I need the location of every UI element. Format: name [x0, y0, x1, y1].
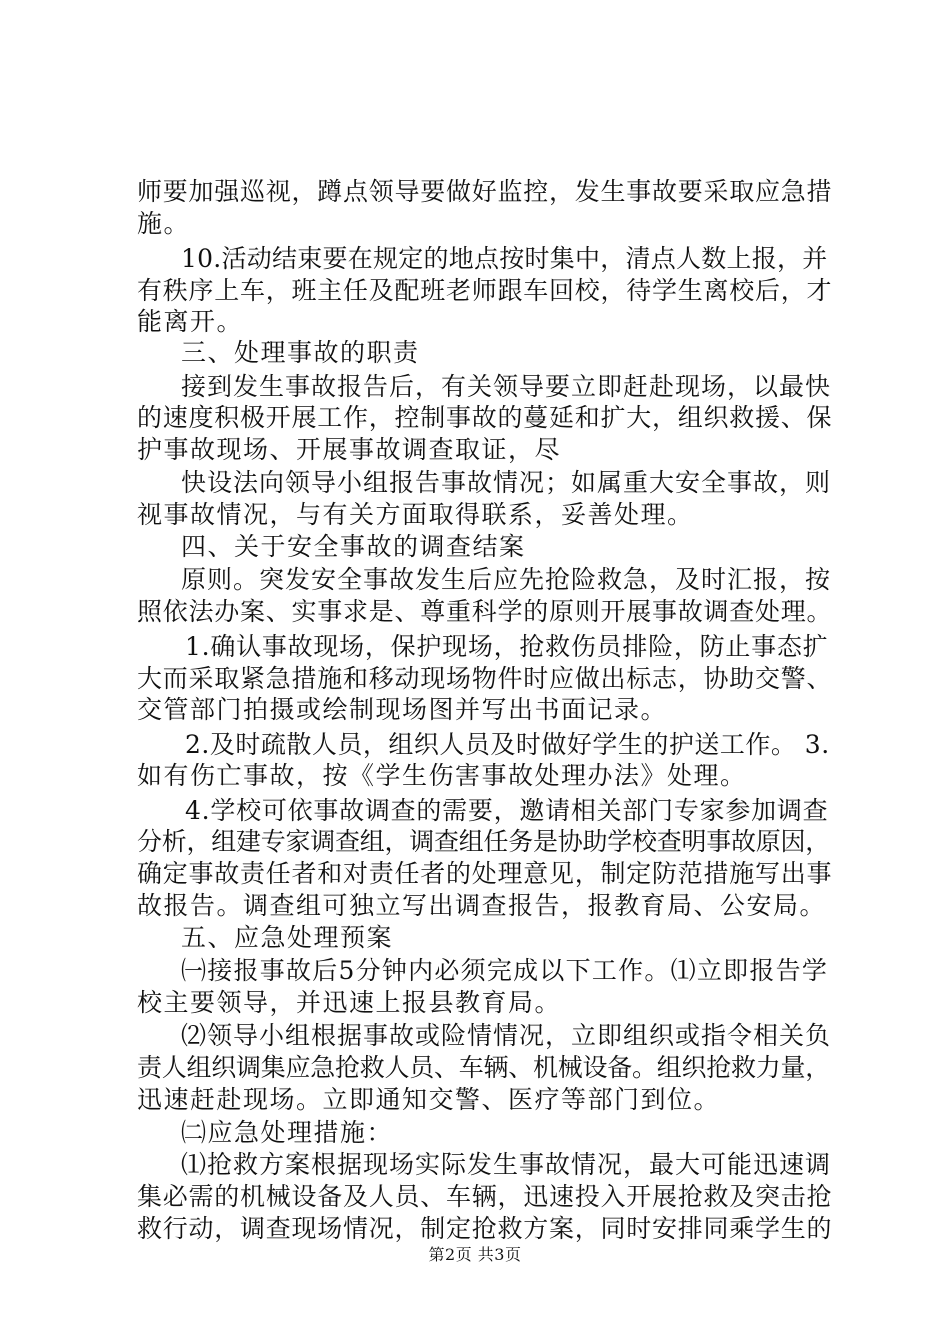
text-line: 能离开。: [137, 307, 244, 336]
section-heading: 五、应急处理预案: [181, 923, 394, 952]
text-line: 4.学校可依事故调查的需要，邀请相关部门专家参加调查: [185, 796, 829, 825]
text-line: 如有伤亡事故，按《学生伤害事故处理办法》处理。: [137, 761, 747, 790]
text-line: 有秩序上车，班主任及配班老师跟车回校，待学生离校后，才: [137, 276, 833, 305]
text-line: 施。: [137, 209, 191, 238]
text-line: 的速度积极开展工作，控制事故的蔓延和扩大，组织救援、保: [137, 403, 833, 432]
text-line: 接到发生事故报告后，有关领导要立即赶赴现场，以最快: [181, 372, 832, 401]
text-line: 迅速赶赴现场。立即通知交警、医疗等部门到位。: [137, 1085, 721, 1114]
text-line: 故报告。调查组可独立写出调查报告，报教育局、公安局。: [137, 891, 827, 920]
text-line: 原则。突发安全事故发生后应先抢险救急，及时汇报，按: [181, 565, 832, 594]
text-line: 1.确认事故现场，保护现场，抢救伤员排险，防止事态扩: [185, 632, 829, 661]
text-line: 护事故现场、开展事故调查取证，尽: [137, 435, 562, 464]
text-line: 责人组织调集应急抢救人员、车辆、机械设备。组织抢救力量，: [137, 1053, 831, 1082]
subsection-heading: ㈡应急处理措施：: [181, 1118, 394, 1147]
text-line: ⑵领导小组根据事故或险情情况，立即组织或指令相关负: [181, 1021, 832, 1050]
text-line: 分析，组建专家调查组，调查组任务是协助学校查明事故原因，: [137, 827, 831, 856]
text-line: 救行动，调查现场情况，制定抢救方案，同时安排同乘学生的: [137, 1214, 833, 1243]
text-line: 照依法办案、实事求是、尊重科学的原则开展事故调查处理。: [137, 597, 833, 626]
text-line: ⑴抢救方案根据现场实际发生事故情况，最大可能迅速调: [181, 1150, 832, 1179]
text-line: 确定事故责任者和对责任者的处理意见，制定防范措施写出事: [137, 859, 833, 888]
text-line: 2.及时疏散人员，组织人员及时做好学生的护送工作。 3.: [185, 730, 830, 759]
text-line: 10.活动结束要在规定的地点按时集中，清点人数上报，并: [181, 244, 828, 273]
section-heading: 四、关于安全事故的调查结案: [181, 532, 526, 561]
text-line: ㈠接报事故后5分钟内必须完成以下工作。⑴立即报告学: [181, 956, 829, 985]
page-footer: 第2页 共3页: [428, 1245, 522, 1264]
text-line: 大而采取紧急措施和移动现场物件时应做出标志，协助交警、: [137, 664, 833, 693]
text-line: 师要加强巡视，蹲点领导要做好监控，发生事故要采取应急措: [137, 177, 833, 206]
text-line: 校主要领导，并迅速上报县教育局。: [137, 988, 562, 1017]
text-line: 集必需的机械设备及人员、车辆，迅速投入开展抢救及突击抢: [137, 1182, 833, 1211]
text-line: 交管部门拍摄或绘制现场图并写出书面记录。: [137, 695, 668, 724]
text-line: 快设法向领导小组报告事故情况；如属重大安全事故，则: [181, 468, 832, 497]
section-heading: 三、处理事故的职责: [181, 338, 420, 367]
text-line: 视事故情况，与有关方面取得联系，妥善处理。: [137, 500, 694, 529]
